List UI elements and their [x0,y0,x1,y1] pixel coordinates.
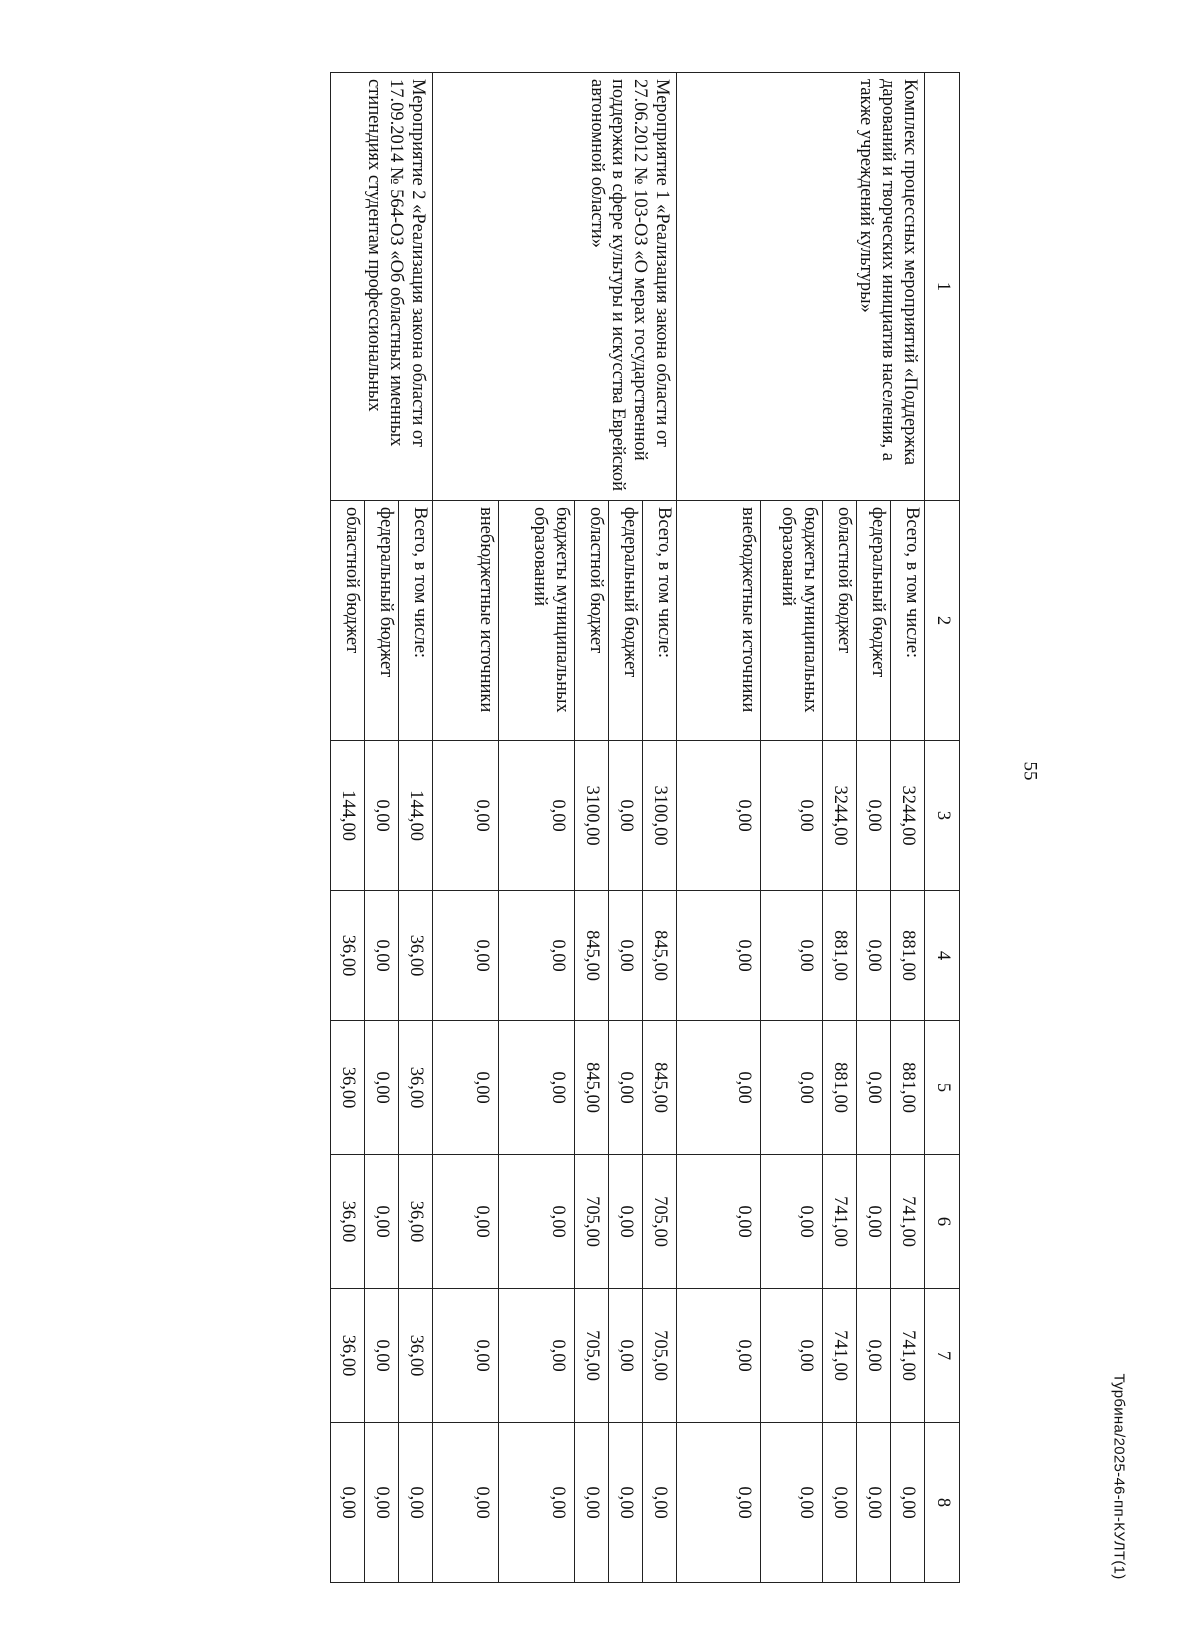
header-cell: 2 [925,501,960,741]
value-cell: 0,00 [499,741,575,891]
value-cell: 0,00 [499,1423,575,1583]
funding-source-cell: внебюджетные источники [433,501,499,741]
table-body [331,73,925,1583]
value-cell: 144,00 [399,741,433,891]
value-cell: 0,00 [857,891,891,1021]
value-cell: 3244,00 [823,741,857,891]
value-cell: 0,00 [677,1021,761,1155]
value-cell: 0,00 [761,1289,823,1423]
funding-source-cell: бюджеты муниципальных образований [761,501,823,741]
header-cell: 3 [925,741,960,891]
value-cell: 0,00 [499,891,575,1021]
event-name-cell: Мероприятие 1 «Реализация закона области от 27.06.2012 № 103-ОЗ «О мерах государственной поддержки в сфере культуры и искусства Еврейской автономной области» [433,73,677,501]
value-cell: 705,00 [575,1289,609,1423]
table-row [643,73,677,1583]
value-cell: 705,00 [575,1155,609,1289]
header-cell: 1 [925,73,960,501]
value-cell: 0,00 [609,891,643,1021]
value-cell: 705,00 [643,1289,677,1423]
value-cell: 0,00 [433,1423,499,1583]
event-name-cell: Мероприятие 2 «Реализация закона области от 17.09.2014 № 564-ОЗ «Об областных именных стипендиях студентам профессиональных [331,73,433,501]
value-cell: 3100,00 [643,741,677,891]
value-cell: 0,00 [433,891,499,1021]
budget-table [330,72,960,1583]
value-cell: 0,00 [365,1289,399,1423]
value-cell: 881,00 [891,1021,925,1155]
value-cell: 0,00 [677,1423,761,1583]
value-cell: 0,00 [365,741,399,891]
value-cell: 3244,00 [891,741,925,891]
value-cell: 0,00 [677,891,761,1021]
value-cell: 705,00 [643,1155,677,1289]
value-cell: 0,00 [499,1289,575,1423]
value-cell: 0,00 [609,1423,643,1583]
value-cell: 36,00 [399,1155,433,1289]
value-cell: 0,00 [609,741,643,891]
value-cell: 881,00 [891,891,925,1021]
value-cell: 0,00 [365,1155,399,1289]
value-cell: 0,00 [365,1423,399,1583]
value-cell: 741,00 [823,1289,857,1423]
value-cell: 0,00 [331,1423,365,1583]
value-cell: 0,00 [365,891,399,1021]
header-cell: 5 [925,1021,960,1155]
document-reference: Турбина/2025-46-пп-КУЛТ(1) [1110,1373,1128,1580]
value-cell: 0,00 [433,1021,499,1155]
value-cell: 0,00 [761,741,823,891]
value-cell: 0,00 [857,1289,891,1423]
header-cell: 4 [925,891,960,1021]
value-cell: 845,00 [575,1021,609,1155]
value-cell: 0,00 [857,1155,891,1289]
page-number: 55 [1019,761,1041,781]
table-container [125,72,960,1582]
header-cell: 7 [925,1289,960,1423]
value-cell: 0,00 [677,741,761,891]
funding-source-cell: федеральный бюджет [857,501,891,741]
value-cell: 0,00 [499,1021,575,1155]
value-cell: 0,00 [609,1155,643,1289]
funding-source-cell: областной бюджет [331,501,365,741]
value-cell: 741,00 [891,1155,925,1289]
value-cell: 0,00 [891,1423,925,1583]
value-cell: 0,00 [643,1423,677,1583]
value-cell: 144,00 [331,741,365,891]
value-cell: 845,00 [575,891,609,1021]
value-cell: 741,00 [823,1155,857,1289]
value-cell: 0,00 [761,1423,823,1583]
funding-source-cell: Всего, в том числе: [643,501,677,741]
value-cell: 0,00 [761,891,823,1021]
header-row [925,73,960,1583]
value-cell: 0,00 [365,1021,399,1155]
funding-source-cell: областной бюджет [575,501,609,741]
value-cell: 36,00 [331,1155,365,1289]
table-row [891,73,925,1583]
value-cell: 0,00 [857,1021,891,1155]
value-cell: 0,00 [677,1289,761,1423]
funding-source-cell: внебюджетные источники [677,501,761,741]
value-cell: 0,00 [823,1423,857,1583]
funding-source-cell: федеральный бюджет [609,501,643,741]
value-cell: 36,00 [399,891,433,1021]
value-cell: 0,00 [433,741,499,891]
value-cell: 881,00 [823,1021,857,1155]
value-cell: 36,00 [331,891,365,1021]
value-cell: 0,00 [761,1021,823,1155]
funding-source-cell: Всего, в том числе: [399,501,433,741]
value-cell: 0,00 [609,1021,643,1155]
value-cell: 0,00 [677,1155,761,1289]
header-cell: 8 [925,1423,960,1583]
value-cell: 3100,00 [575,741,609,891]
value-cell: 0,00 [609,1289,643,1423]
event-name-cell: Комплекс процессных мероприятий «Поддержка дарований и творческих инициатив населения, а также учреждений культуры» [677,73,925,501]
value-cell: 845,00 [643,891,677,1021]
value-cell: 0,00 [433,1155,499,1289]
value-cell: 36,00 [331,1289,365,1423]
value-cell: 741,00 [891,1289,925,1423]
funding-source-cell: бюджеты муниципальных образований [499,501,575,741]
value-cell: 36,00 [399,1021,433,1155]
value-cell: 0,00 [499,1155,575,1289]
value-cell: 0,00 [433,1289,499,1423]
funding-source-cell: Всего, в том числе: [891,501,925,741]
value-cell: 36,00 [399,1289,433,1423]
value-cell: 0,00 [575,1423,609,1583]
funding-source-cell: федеральный бюджет [365,501,399,741]
value-cell: 0,00 [857,1423,891,1583]
header-cell: 6 [925,1155,960,1289]
value-cell: 881,00 [823,891,857,1021]
funding-source-cell: областной бюджет [823,501,857,741]
value-cell: 0,00 [857,741,891,891]
value-cell: 0,00 [761,1155,823,1289]
table-row [399,73,433,1583]
value-cell: 36,00 [331,1021,365,1155]
value-cell: 845,00 [643,1021,677,1155]
value-cell: 0,00 [399,1423,433,1583]
